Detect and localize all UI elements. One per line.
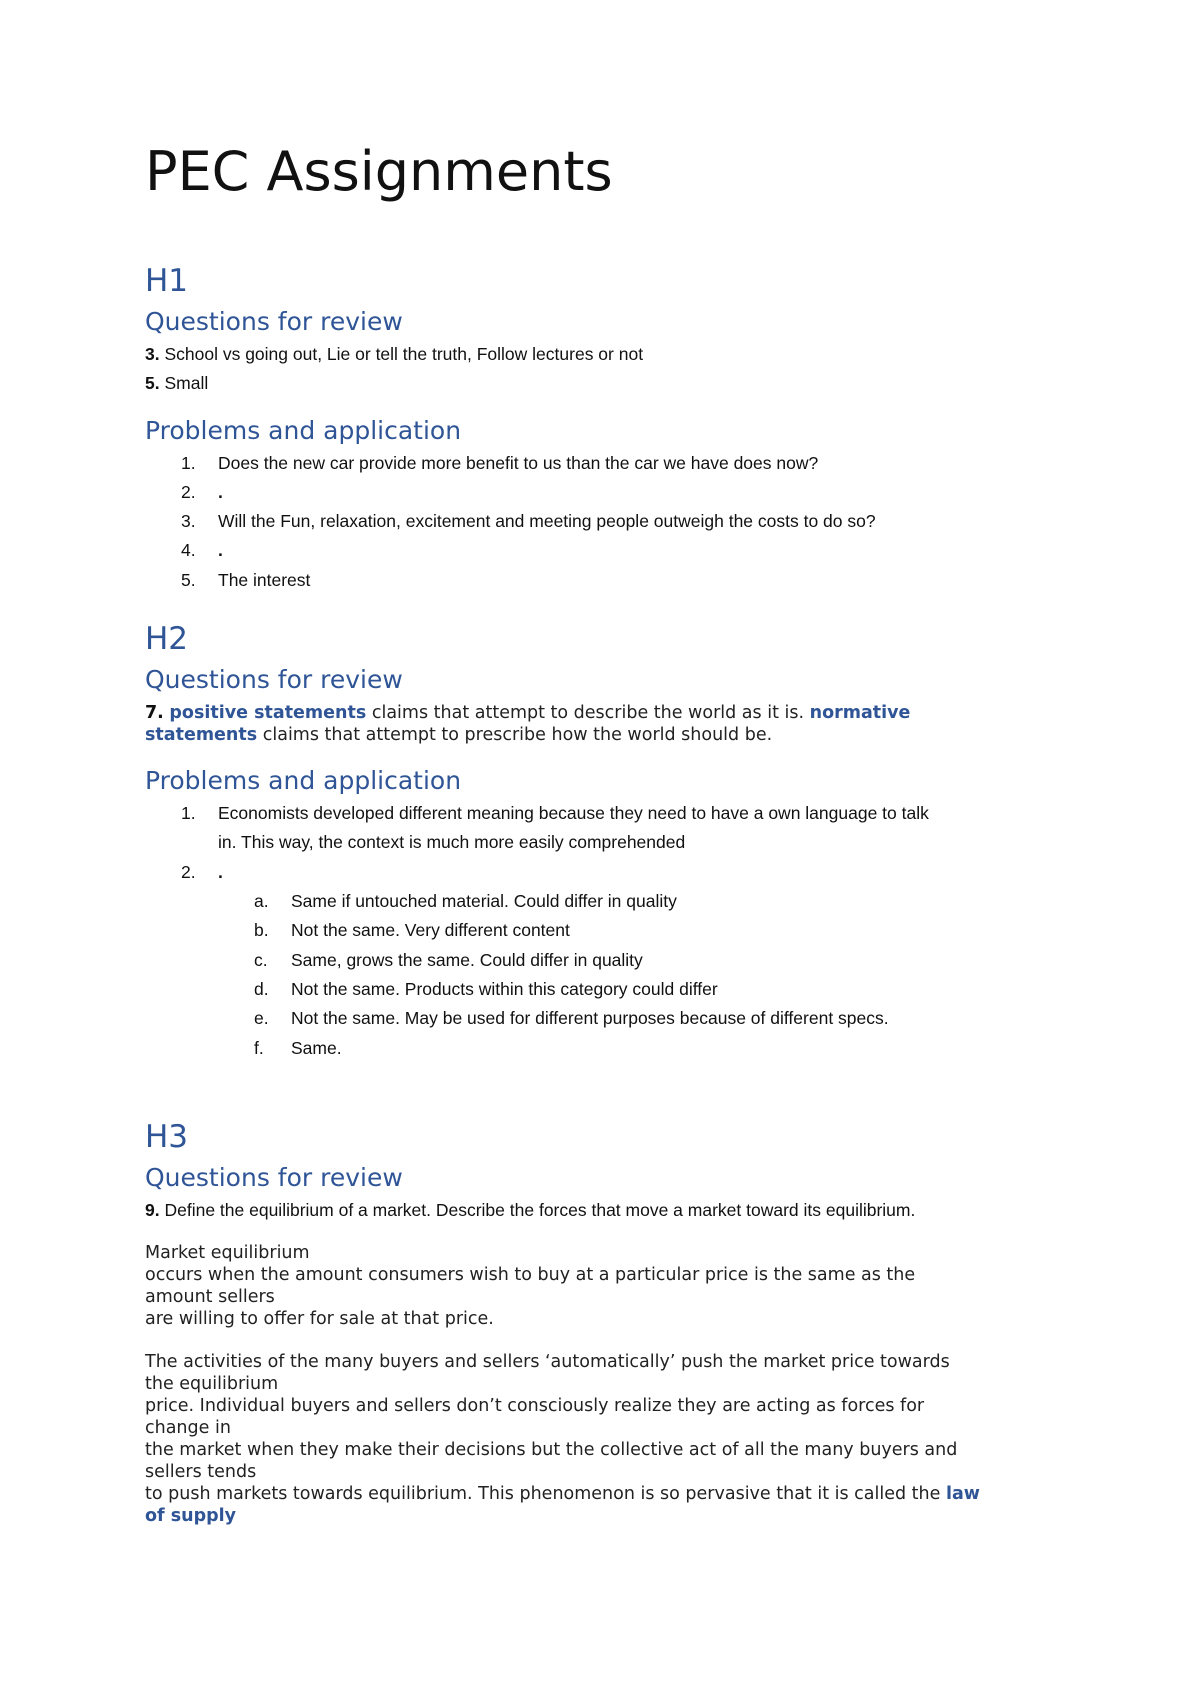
list-item: .: [218, 862, 223, 882]
h3-questions-heading: Questions for review: [145, 1163, 403, 1192]
list-number: 4.: [181, 540, 196, 560]
paragraph-line: change in: [145, 1418, 231, 1438]
sub-letter: a.: [254, 891, 269, 911]
sub-letter: e.: [254, 1008, 269, 1028]
list-item-line1: Economists developed different meaning because they need to have a own language to talk: [218, 803, 929, 823]
h1-question-5: [145, 373, 208, 394]
h3-question-9: [145, 1200, 915, 1221]
paragraph-line: price. Individual buyers and sellers don’t consciously realize they are acting as forces for: [145, 1396, 925, 1416]
keyword-positive-statements: positive statements: [169, 703, 367, 723]
paragraph-line: are willing to offer for sale at that price.: [145, 1309, 494, 1329]
paragraph-line: [145, 1483, 980, 1505]
section-heading-h2: H2: [145, 621, 189, 657]
h1-questions-heading: Questions for review: [145, 307, 403, 336]
h2-question-7-line2: [145, 724, 772, 746]
h1-question-3: [145, 344, 643, 365]
paragraph-line: the equilibrium: [145, 1374, 279, 1394]
sub-letter: f.: [254, 1038, 264, 1058]
list-item: Does the new car provide more benefit to us than the car we have does now?: [218, 453, 819, 473]
list-number: 2.: [181, 862, 196, 882]
sub-item: Not the same. May be used for different purposes because of different specs.: [291, 1008, 889, 1028]
section-heading-h3: H3: [145, 1119, 189, 1155]
h2-question-7-line1: [145, 702, 910, 724]
paragraph-line: The activities of the many buyers and sellers ‘automatically’ push the market price towards: [145, 1352, 950, 1372]
list-item-line2: in. This way, the context is much more easily comprehended: [218, 832, 686, 852]
sub-letter: c.: [254, 950, 268, 970]
h1-question-3-num: 3.: [145, 344, 160, 364]
h1-question-3-text: School vs going out, Lie or tell the truth, Follow lectures or not: [159, 344, 644, 364]
list-item: .: [218, 482, 223, 502]
list-number: 1.: [181, 803, 196, 823]
paragraph-line: Market equilibrium: [145, 1243, 310, 1263]
h1-problems-heading: Problems and application: [145, 416, 462, 445]
keyword-statements: statements: [145, 725, 258, 745]
list-number: 2.: [181, 482, 196, 502]
h2-question-7-text2: claims that attempt to prescribe how the world should be.: [257, 725, 773, 745]
h2-problems-heading: Problems and application: [145, 766, 462, 795]
sub-item: Same, grows the same. Could differ in quality: [291, 950, 643, 970]
list-number: 5.: [181, 570, 196, 590]
keyword-normative: normative: [809, 703, 911, 723]
sub-letter: d.: [254, 979, 269, 999]
paragraph-line-text: to push markets towards equilibrium. This phenomenon is so pervasive that it is called the: [145, 1484, 946, 1504]
list-item: Will the Fun, relaxation, excitement and meeting people outweigh the costs to do so?: [218, 511, 876, 531]
keyword-of-supply: of supply: [145, 1506, 237, 1526]
list-number: 1.: [181, 453, 196, 473]
sub-item: Not the same. Very different content: [291, 920, 570, 940]
sub-item: Same.: [291, 1038, 342, 1058]
paragraph-line: occurs when the amount consumers wish to buy at a particular price is the same as the: [145, 1265, 916, 1285]
section-heading-h1: H1: [145, 263, 189, 299]
paragraph-line: sellers tends: [145, 1462, 257, 1482]
sub-item: Same if untouched material. Could differ in quality: [291, 891, 677, 911]
h3-question-9-text: Define the equilibrium of a market. Describe the forces that move a market toward its equilibrium.: [159, 1200, 916, 1220]
paragraph-line: amount sellers: [145, 1287, 275, 1307]
list-number: 3.: [181, 511, 196, 531]
sub-item: Not the same. Products within this category could differ: [291, 979, 718, 999]
sub-letter: b.: [254, 920, 269, 940]
h2-question-7-num: 7.: [145, 703, 164, 723]
h2-question-7-text1: claims that attempt to describe the world as it is.: [366, 703, 810, 723]
h2-questions-heading: Questions for review: [145, 665, 403, 694]
h1-question-5-num: 5.: [145, 373, 160, 393]
h3-question-9-num: 9.: [145, 1200, 160, 1220]
paragraph-line: the market when they make their decisions but the collective act of all the many buyers and: [145, 1440, 958, 1460]
list-item: .: [218, 540, 223, 560]
list-item: The interest: [218, 570, 311, 590]
page-title: PEC Assignments: [145, 140, 613, 203]
keyword-law: law: [945, 1484, 980, 1504]
paragraph-line: [145, 1505, 236, 1527]
h1-question-5-text: Small: [159, 373, 209, 393]
